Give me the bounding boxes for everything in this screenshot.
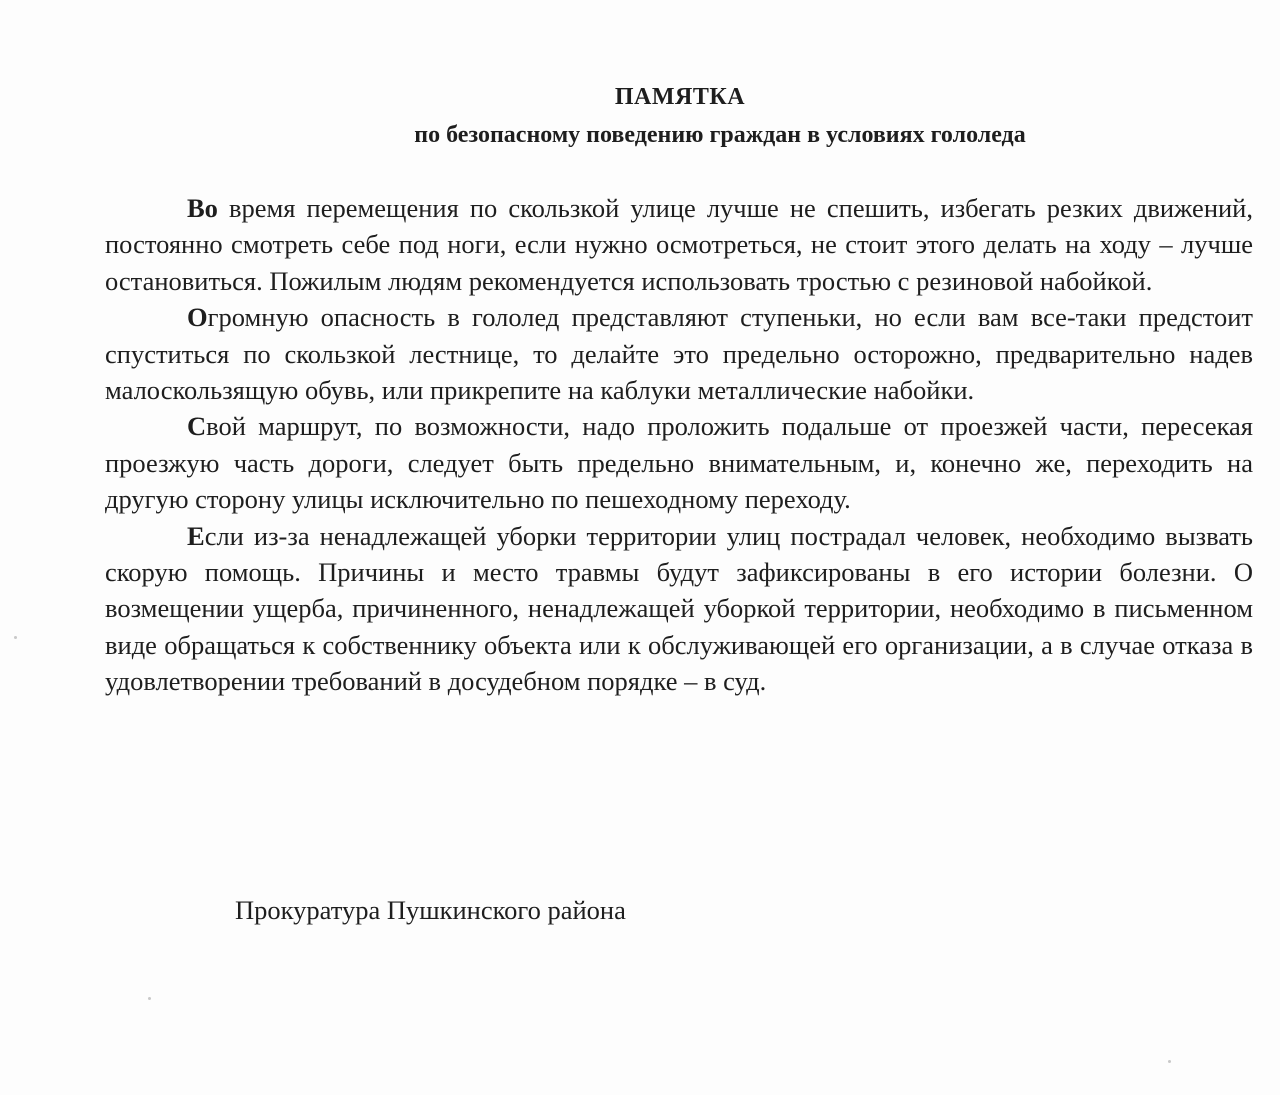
signature: Прокуратура Пушкинского района bbox=[235, 895, 626, 925]
paragraph-text: громную опасность в гололед представляют ступеньки, но если вам все-таки предстоит спуститься по скользкой лестнице, то делайте это предельно осторожно, предварительно надев малоскользящую обувь, или прикрепите на каблуки металлические набойки. bbox=[105, 302, 1253, 406]
paragraph-lead: О bbox=[187, 302, 208, 333]
paragraph-lead: С bbox=[187, 411, 207, 442]
paragraph-lead: Во bbox=[187, 193, 218, 223]
paragraph-stairs bbox=[105, 299, 1253, 408]
document-title: ПАМЯТКА bbox=[614, 84, 746, 110]
paragraph-text: вой маршрут, по возможности, надо проложить подальше от проезжей части, пересекая проезжую часть дороги, следует быть предельно внимательным, и, конечно же, переходить на другую сторону улицы исключительно по пешеходному переходу. bbox=[105, 411, 1253, 515]
paragraph-route bbox=[105, 408, 1253, 517]
document-subtitle: по безопасному поведению граждан в условиях гололеда bbox=[414, 122, 1026, 148]
scan-speck bbox=[14, 636, 17, 639]
scan-speck bbox=[1168, 1060, 1171, 1063]
paragraph-injury bbox=[105, 518, 1253, 700]
paragraph-walking bbox=[105, 190, 1253, 299]
document-body bbox=[105, 190, 1253, 700]
paragraph-text: время перемещения по скользкой улице лучше не спешить, избегать резких движений, постоянно смотреть себе под ноги, если нужно осмотреться, не стоит этого делать на ходу – лучше остановиться. Пожилым людям рекомендуется использовать тростью с резиновой набойкой. bbox=[105, 193, 1253, 296]
scan-speck bbox=[148, 997, 151, 1000]
paragraph-text: сли из-за ненадлежащей уборки территории улиц пострадал человек, необходимо вызвать скорую помощь. Причины и место травмы будут зафиксированы в его истории болезни. О возмещении ущерба, причиненного, ненадлежащей уборкой территории, необходимо в письменном виде обращаться к собственнику объекта или к обслуживающей его организации, а в случае отказа в удовлетворении требований в досудебном порядке – в суд. bbox=[105, 520, 1253, 697]
paragraph-lead: Е bbox=[187, 520, 205, 551]
